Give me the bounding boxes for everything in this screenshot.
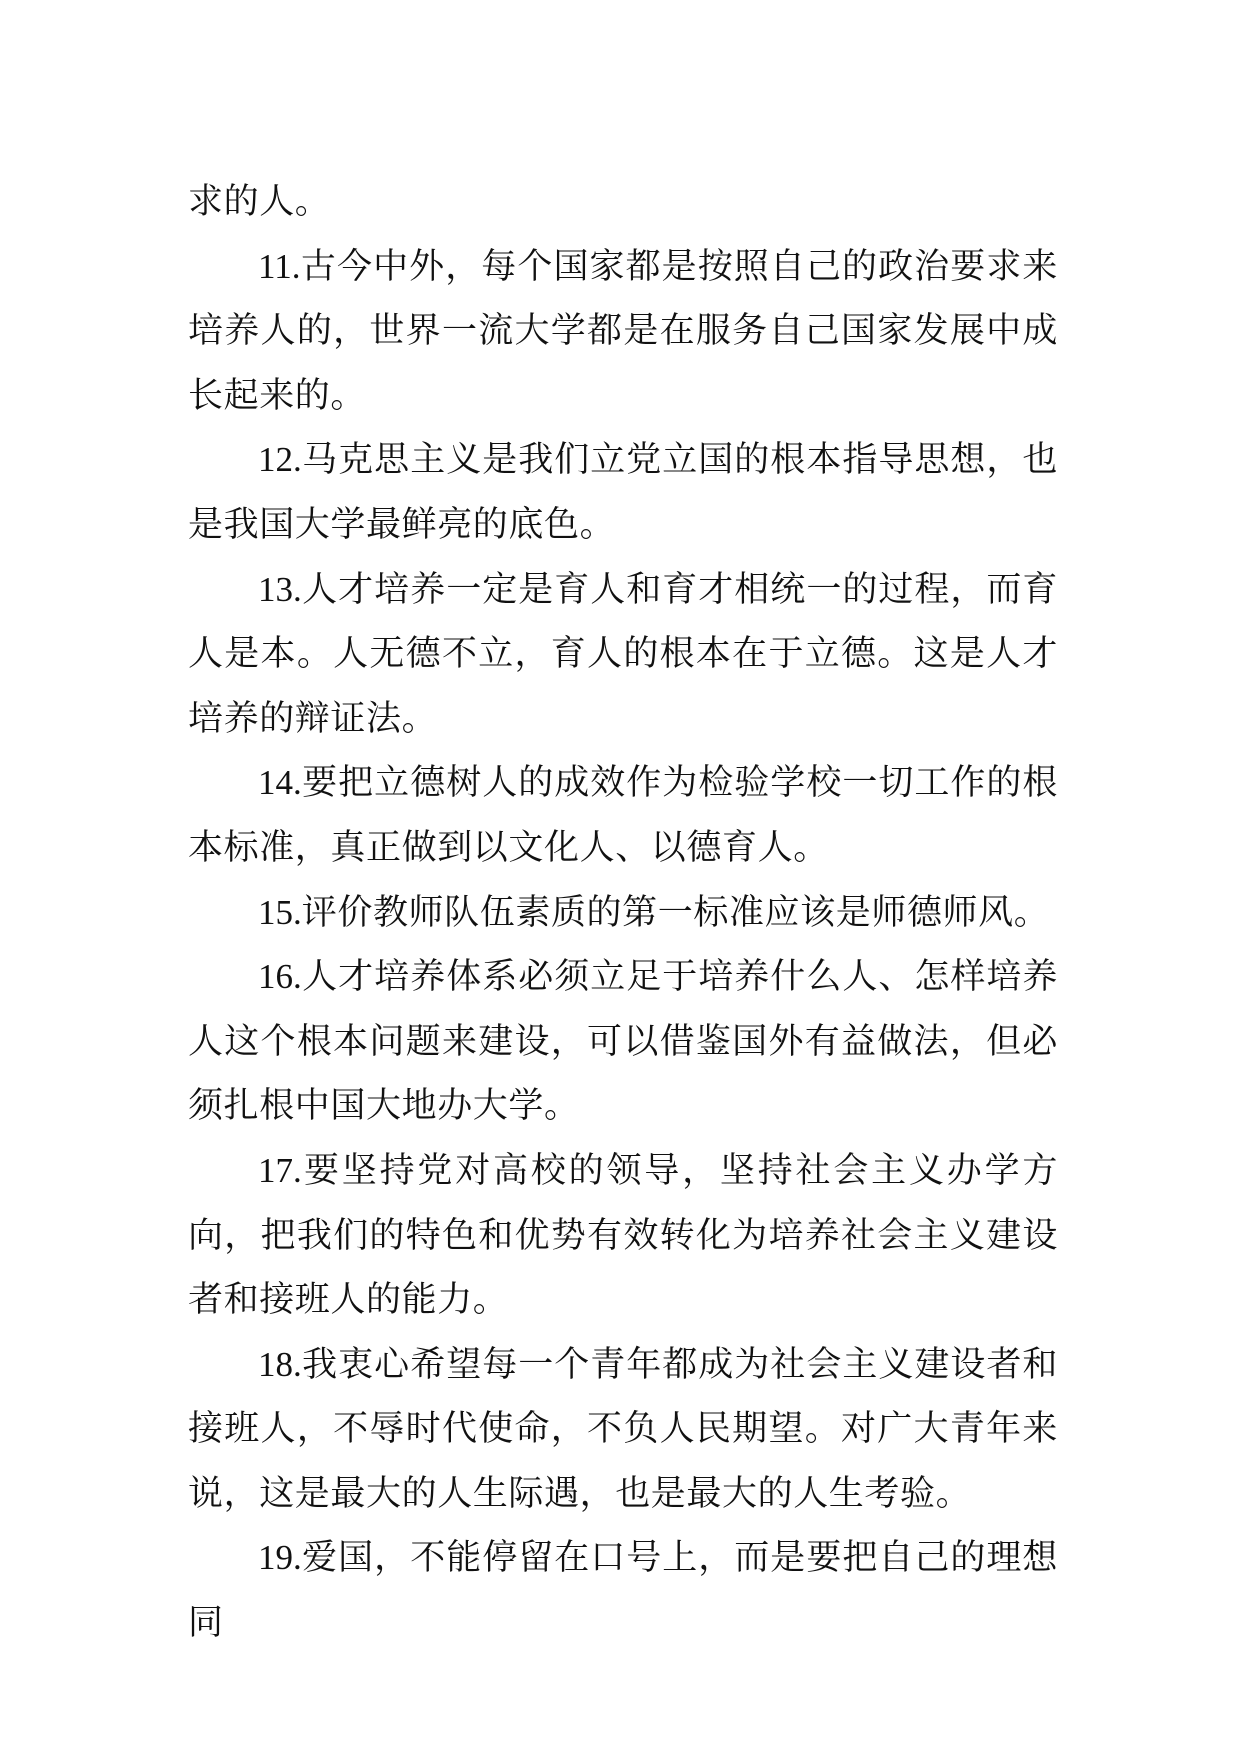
paragraph-number: 15.: [258, 892, 302, 932]
document-body: [188, 170, 1058, 1656]
paragraph-19: [188, 1526, 1058, 1655]
paragraph-13: [188, 558, 1058, 752]
paragraph-number: 16.: [258, 957, 302, 997]
paragraph-text: 我衷心希望每一个青年都成为社会主义建设者和接班人，不辱时代使命，不负人民期望。对广大青年来说，这是最大的人生际遇，也是最大的人生考验。: [188, 1344, 1058, 1514]
paragraph-12: [188, 428, 1058, 557]
paragraph-text: 爱国，不能停留在口号上，而是要把自己的理想同: [188, 1538, 1058, 1644]
paragraph-number: 14.: [258, 763, 302, 803]
paragraph-15: [188, 881, 1058, 946]
paragraph-14: [188, 751, 1058, 880]
paragraph-number: 17.: [258, 1150, 302, 1190]
paragraph-text: 马克思主义是我们立党立国的根本指导思想，也是我国大学最鲜亮的底色。: [188, 440, 1058, 545]
paragraph-text: 求的人。: [188, 182, 331, 222]
paragraph-number: 18.: [258, 1344, 302, 1384]
paragraph-number: 12.: [258, 440, 302, 480]
paragraph-text: 要把立德树人的成效作为检验学校一切工作的根本标准，真正做到以文化人、以德育人。: [188, 763, 1058, 868]
paragraph-18: [188, 1333, 1058, 1527]
paragraph-text: 要坚持党对高校的领导，坚持社会主义办学方向，把我们的特色和优势有效转化为培养社会主义建设者和接班人的能力。: [188, 1150, 1058, 1321]
paragraph-continuation: [188, 170, 1058, 235]
paragraph-11: [188, 235, 1058, 429]
paragraph-number: 11.: [258, 246, 301, 286]
paragraph-text: 古今中外，每个国家都是按照自己的政治要求来培养人的，世界一流大学都是在服务自己国家发展中成长起来的。: [188, 246, 1058, 416]
paragraph-number: 19.: [258, 1538, 302, 1578]
paragraph-text: 人才培养体系必须立足于培养什么人、怎样培养人这个根本问题来建设，可以借鉴国外有益做法，但必须扎根中国大地办大学。: [188, 957, 1058, 1127]
paragraph-text: 评价教师队伍素质的第一标准应该是师德师风。: [301, 892, 1050, 933]
paragraph-16: [188, 945, 1058, 1139]
paragraph-17: [188, 1139, 1058, 1333]
paragraph-number: 13.: [258, 569, 302, 609]
paragraph-text: 人才培养一定是育人和育才相统一的过程，而育人是本。人无德不立，育人的根本在于立德。这是人才培养的辩证法。: [188, 569, 1058, 739]
